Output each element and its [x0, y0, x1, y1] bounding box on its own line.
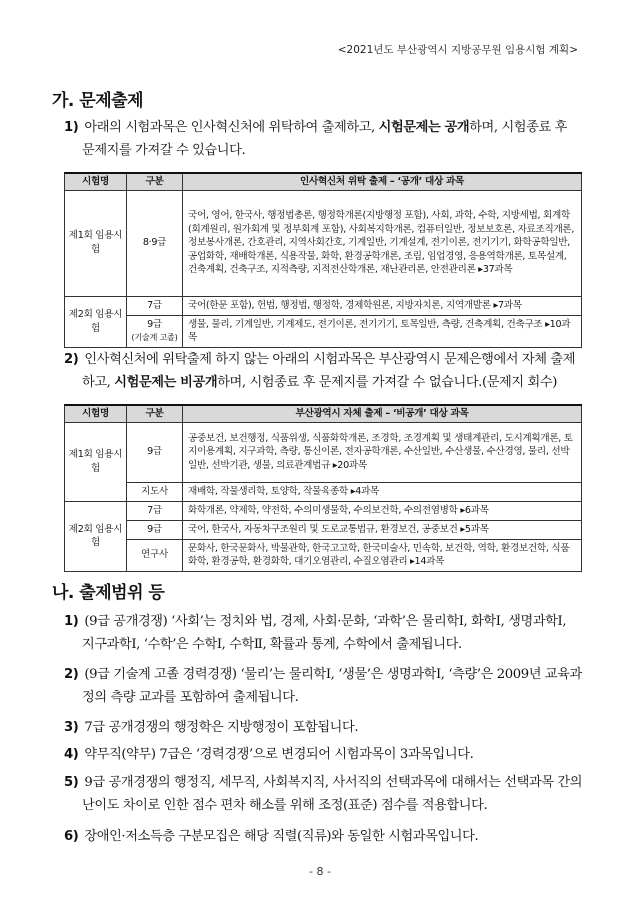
item-text: 7급 공개경쟁의 행정학은 지방행정이 포함됩니다.: [84, 720, 359, 735]
p2-bold: 시험문제는 비공개: [114, 375, 218, 390]
section-a-title: 가. 문제출제: [52, 91, 143, 111]
table-cell-subjects: 국어, 영어, 한국사, 행정법총론, 행정학개론(지방행정 포함), 사회, 과학, 수학, 지방세법, 회계학(회계원리, 원가회계 및 정부회계 포함), 사회복지학개론, 컴퓨터일반, 정보보호론, 자료조직개론, 정보봉사개론, 간호관리, 지역사회간호, 기계일반, 기계설계, 전기이론, 전기기기, 화학공학일반, 공업화학, 재배학개론, 식용작물, 화학, 환경공학개론, 조림, 임업경영, 응용역학개론, 토목설계, 건축계획, 건축구조, 지적측량, 지적전산학개론, 재난관리론, 안전관리론 ▸37과목: [183, 190, 582, 296]
section-b-item-2: [64, 663, 584, 709]
item-number: 4): [64, 747, 79, 762]
table-header: 구분: [127, 405, 183, 422]
table-cell-subjects: 화학개론, 약제학, 약전학, 수의미생물학, 수의보건학, 수의전염병학 ▸6과목: [183, 501, 582, 520]
table-cell-subjects: 재배학, 작물생리학, 토양학, 작물육종학 ▸4과목: [183, 482, 582, 501]
table-cell-grade: 지도사: [127, 482, 183, 501]
p1-bold: 시험문제는 공개: [378, 120, 470, 135]
table-cell-exam: 제2회 임용시험: [65, 296, 127, 347]
item-text: (9급 공개경쟁) ‘사회’는 정치와 법, 경제, 사회·문화, ‘과학’은 물리학Ⅰ, 화학Ⅰ, 생명과학Ⅰ,: [84, 614, 567, 629]
table-cell-exam: 제1회 임용시험: [65, 422, 127, 501]
item-number: 3): [64, 720, 79, 735]
section-a-paragraph-1: [64, 116, 584, 162]
table-cell-subjects: 문화사, 한국문화사, 박물관학, 한국고고학, 한국미술사, 민속학, 보건학, 역학, 환경보건학, 식품화학, 환경공학, 환경화학, 대기오염관리, 수질오염관리 ▸14과목: [183, 539, 582, 571]
table-cell-grade: 9급: [127, 422, 183, 482]
p2-post: 하며, 시험종료 후 문제지를 가져갈 수 없습니다.(문제지 회수): [217, 375, 557, 390]
table-cell-grade: 8·9급: [127, 190, 183, 296]
grade-label: 9급: [147, 318, 162, 330]
table-header: 시험명: [65, 173, 127, 190]
table-cell-grade: 연구사: [127, 539, 183, 571]
item-text: 9급 공개경쟁의 행정직, 세무직, 사회복지직, 사서직의 선택과목에 대해서는 선택과목 간의: [84, 775, 583, 790]
page-number: - 8 -: [309, 865, 331, 878]
item-number: 1): [64, 120, 79, 135]
table-header: 부산광역시 자체 출제 – ‘비공개’ 대상 과목: [183, 405, 582, 422]
p2-pre: 하고,: [82, 375, 111, 390]
table-cell-exam: 제1회 임용시험: [65, 190, 127, 296]
item-number: 5): [64, 775, 79, 790]
section-b-title: 나. 출제범위 등: [52, 583, 165, 603]
item-text-cont: 지구과학Ⅰ, ‘수학’은 수학Ⅰ, 수학Ⅱ, 확률과 통계, 수학에서 출제됩니다.: [82, 637, 462, 652]
item-text: 약무직(약무) 7급은 ‘경력경쟁’으로 변경되어 시험과목이 3과목입니다.: [84, 747, 474, 762]
table-cell-subjects: 국어(한문 포함), 헌법, 행정법, 행정학, 경제학원론, 지방자치론, 지역개발론 ▸7과목: [183, 296, 582, 315]
table-cell-grade: [127, 315, 183, 347]
section-b-item-1: [64, 610, 584, 656]
table-header: 시험명: [65, 405, 127, 422]
section-a-paragraph-2: [64, 348, 584, 394]
item-number: 1): [64, 614, 79, 629]
grade-sublabel: (기술계 고졸): [131, 332, 178, 343]
table-header: 구분: [127, 173, 183, 190]
item-number: 2): [64, 352, 79, 367]
section-b-item-3: [64, 716, 584, 739]
table-cell-exam: 제2회 임용시험: [65, 501, 127, 571]
table-cell-grade: 7급: [127, 501, 183, 520]
item-text: 장애인·저소득층 구분모집은 해당 직렬(직류)와 동일한 시험과목입니다.: [84, 829, 479, 844]
section-b-item-4: [64, 743, 584, 766]
page-header: <2021년도 부산광역시 지방공무원 임용시험 계획>: [337, 44, 578, 56]
table-cell-subjects: 공중보건, 보건행정, 식품위생, 식품화학개론, 조경학, 조경계획 및 생태계관리, 도시계획개론, 토지이용계획, 지구과학, 측량, 통신이론, 전자공학개론, 수산일반, 수산생물, 수산경영, 물리, 선박일반, 선박기관, 생물, 의료관계법규 ▸20과목: [183, 422, 582, 482]
p1-line2: 문제지를 가져갈 수 있습니다.: [82, 143, 246, 158]
p1-post: 하며, 시험종료 후: [469, 120, 567, 135]
section-b-item-5: [64, 771, 584, 817]
table-cell-grade: 9급: [127, 520, 183, 539]
item-number: 2): [64, 667, 79, 682]
table-cell-subjects: 생물, 물리, 기계일반, 기계제도, 전기이론, 전기기기, 토목일반, 측량, 건축계획, 건축구조 ▸10과목: [183, 315, 582, 347]
section-b-item-6: [64, 825, 584, 848]
table-cell-grade: 7급: [127, 296, 183, 315]
item-text-cont: 정의 측량 교과를 포함하여 출제됩니다.: [82, 690, 299, 705]
table-header: 인사혁신처 위탁 출제 – ‘공개’ 대상 과목: [183, 173, 582, 190]
item-text: (9급 기술계 고졸 경력경쟁) ‘물리’는 물리학Ⅰ, ‘생물’은 생명과학Ⅰ, ‘측량’은 2009년 교육과: [84, 667, 582, 682]
table-cell-subjects: 국어, 한국사, 자동차구조원리 및 도로교통법규, 환경보건, 공중보건 ▸5과목: [183, 520, 582, 539]
table-private-subjects: [64, 404, 582, 572]
table-public-subjects: [64, 172, 582, 348]
p1-pre: 아래의 시험과목은 인사혁신처에 위탁하여 출제하고,: [84, 120, 375, 135]
item-number: 6): [64, 829, 79, 844]
p2-line1: 인사혁신처에 위탁출제 하지 않는 아래의 시험과목은 부산광역시 문제은행에서 자체 출제: [84, 352, 576, 367]
item-text-cont: 난이도 차이로 인한 점수 편차 해소를 위해 조정(표준) 점수를 적용합니다.: [82, 798, 488, 813]
